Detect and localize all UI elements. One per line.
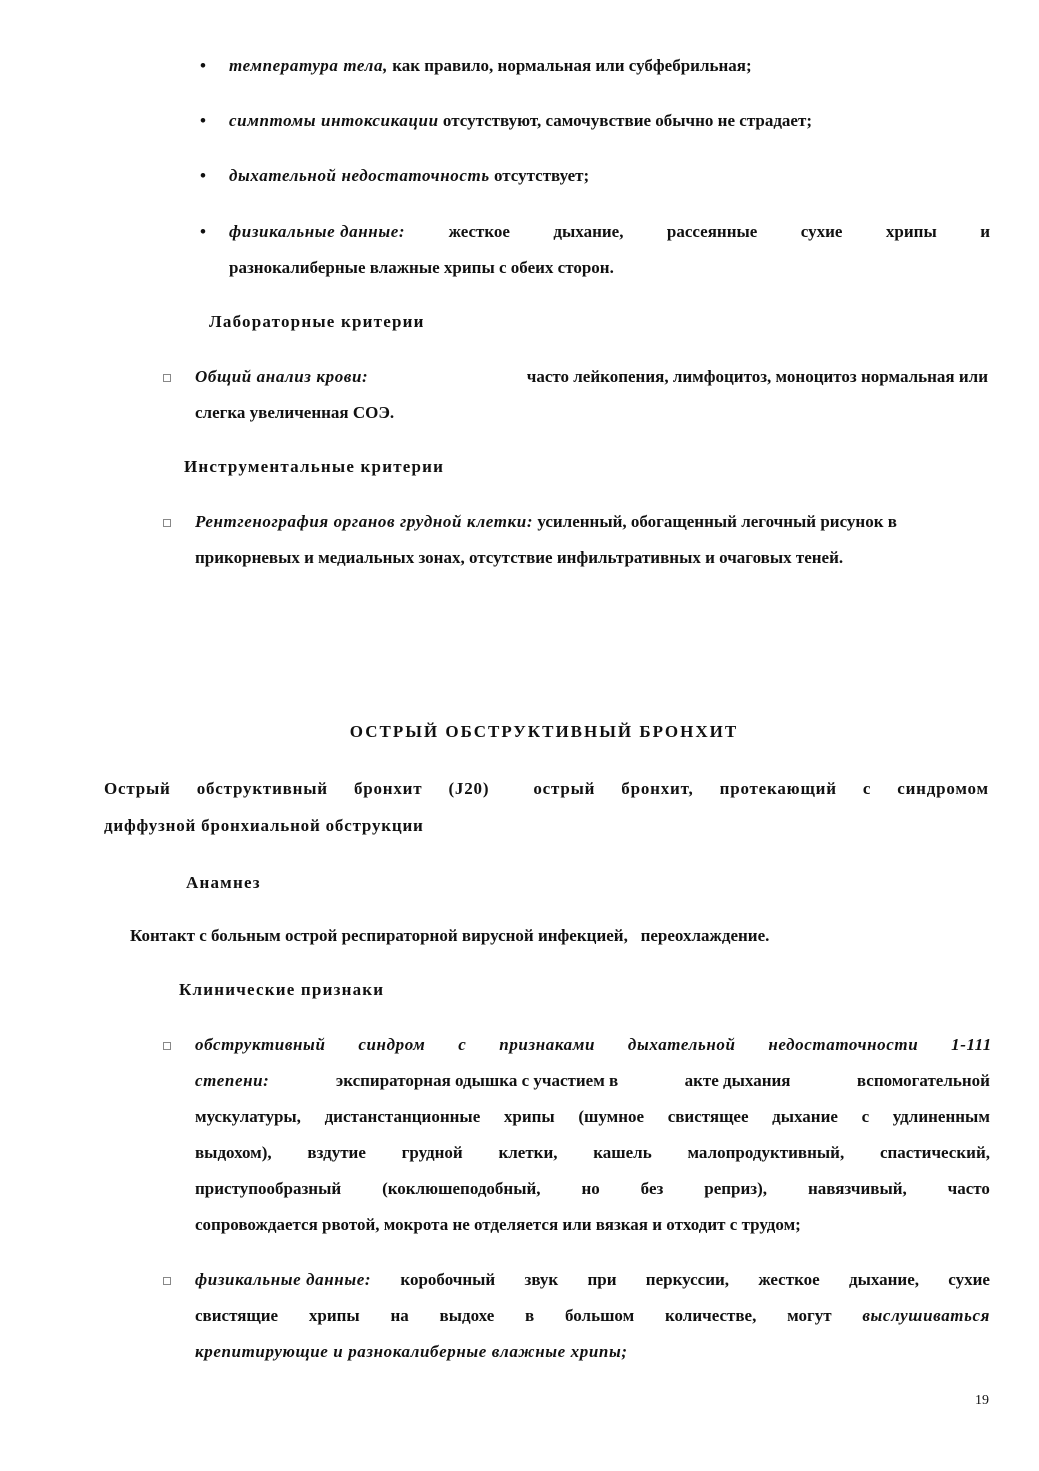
word: дистанстанционные <box>324 1107 481 1126</box>
clinical-item1-line1 <box>195 1034 992 1056</box>
word: выдохе <box>439 1306 495 1325</box>
word: дыхание, <box>848 1270 920 1289</box>
word: мускулатуры, <box>195 1107 301 1126</box>
word: 1-111 <box>951 1035 992 1054</box>
clinical-item1-line4 <box>195 1142 990 1164</box>
word: синдромом <box>897 779 989 798</box>
word: выдохом), <box>195 1143 272 1162</box>
bullet-text: отсутствуют, самочувствие обычно не страдает; <box>438 111 812 130</box>
word: сухие <box>948 1270 990 1289</box>
word: рассеянные <box>666 222 758 241</box>
word: свистящие <box>195 1306 279 1325</box>
word: на <box>390 1306 409 1325</box>
word: с <box>862 779 872 798</box>
bullet-dot: • <box>200 222 206 241</box>
anamnesis-heading: Анамнез <box>186 873 261 892</box>
word: кашель <box>593 1143 652 1162</box>
lab-item-line2: слегка увеличенная СОЭ. <box>195 403 395 422</box>
word: бронхит, <box>621 779 694 798</box>
word: реприз), <box>704 1179 768 1198</box>
word: обструктивный <box>195 1035 326 1054</box>
word: дыхание, <box>553 222 624 241</box>
word: количестве, <box>664 1306 757 1325</box>
word: спастический, <box>879 1143 990 1162</box>
clinical-item1-line2 <box>195 1070 990 1092</box>
word: звук <box>524 1270 559 1289</box>
italic-term: физикальные данные: <box>229 222 406 241</box>
page-number: 19 <box>975 1393 989 1408</box>
word: перкуссии, <box>645 1270 730 1289</box>
checkbox-bullet-icon <box>163 1042 171 1050</box>
bullet-dot: • <box>200 56 206 75</box>
word: жесткое <box>758 1270 820 1289</box>
clinical-item1-line3 <box>195 1106 990 1128</box>
word: дыхание <box>772 1107 838 1126</box>
bullet-dot: • <box>200 111 206 130</box>
word: вспомогательной <box>856 1071 990 1090</box>
instrumental-criteria-heading: Инструментальные критерии <box>184 457 445 476</box>
word: протекающий <box>719 779 837 798</box>
word: приступообразный <box>195 1179 342 1198</box>
word: бронхит <box>353 779 423 798</box>
word: хрипы <box>503 1107 555 1126</box>
word: хрипы <box>308 1306 360 1325</box>
italic-term: температура тела, <box>229 56 388 75</box>
italic-term: степени: <box>195 1071 270 1090</box>
word: синдром <box>358 1035 426 1054</box>
bullet-text: отсутствует; <box>489 166 590 185</box>
word: но <box>581 1179 600 1198</box>
word: острый <box>533 779 596 798</box>
word: хрипы <box>885 222 937 241</box>
word: большом <box>565 1306 635 1325</box>
clinical-item2-line3: крепитирующие и разнокалиберные влажные хрипы; <box>195 1342 628 1361</box>
bullet-text: как правило, нормальная или субфебрильная; <box>387 56 752 75</box>
word: свистящее <box>667 1107 749 1126</box>
bullet-item-intoxication <box>229 110 812 132</box>
word: Острый <box>104 779 171 798</box>
word: вздутие <box>307 1143 366 1162</box>
word: дыхательной <box>627 1035 736 1054</box>
word: и <box>980 222 990 241</box>
clinical-item2-line1 <box>195 1269 990 1291</box>
bullet-item-respiratory <box>229 165 589 187</box>
italic-term: выслушиваться <box>862 1306 990 1325</box>
instrumental-item-line2: прикорневых и медиальных зонах, отсутствие инфильтративных и очаговых теней. <box>195 548 844 567</box>
lab-item-text: часто лейкопения, лимфоцитоз, моноцитоз нормальная или <box>526 367 988 386</box>
word: (коклюшеподобный, <box>382 1179 541 1198</box>
italic-term: Рентгенография органов грудной клетки: <box>195 512 534 531</box>
word: без <box>640 1179 664 1198</box>
word: клетки, <box>498 1143 558 1162</box>
word: обструктивный <box>196 779 328 798</box>
definition-line2: диффузной бронхиальной обструкции <box>104 816 424 835</box>
lab-criteria-heading: Лабораторные критерии <box>209 312 425 331</box>
word: (шумное <box>578 1107 645 1126</box>
word: навязчивый, <box>807 1179 907 1198</box>
checkbox-bullet-icon <box>163 519 171 527</box>
definition-line1 <box>104 778 989 800</box>
italic-term: симптомы интоксикации <box>229 111 439 130</box>
word: коробочный <box>400 1270 496 1289</box>
word: с <box>861 1107 870 1126</box>
word: признаками <box>499 1035 596 1054</box>
clinical-signs-heading: Клинические признаки <box>179 980 385 999</box>
word: жесткое <box>448 222 510 241</box>
checkbox-bullet-icon <box>163 1277 171 1285</box>
section-title: ОСТРЫЙ ОБСТРУКТИВНЫЙ БРОНХИТ <box>349 722 739 741</box>
word: при <box>587 1270 617 1289</box>
clinical-item1-line5 <box>195 1178 990 1200</box>
word: сухие <box>800 222 843 241</box>
word: (J20) <box>448 779 490 798</box>
bullet-item-physical-line2: разнокалиберные влажные хрипы с обеих сторон. <box>229 258 614 277</box>
word: экспираторная одышка с участием в <box>335 1071 619 1090</box>
word: удлиненным <box>892 1107 990 1126</box>
instrumental-item-line1 <box>195 511 897 533</box>
clinical-item2-line2 <box>195 1305 990 1327</box>
word: могут <box>787 1306 832 1325</box>
bullet-dot: • <box>200 166 206 185</box>
clinical-item1-line6: сопровождается рвотой, мокрота не отделяется или вязкая и отходит с трудом; <box>195 1215 801 1234</box>
bullet-item-temperature <box>229 55 752 77</box>
word: часто <box>947 1179 990 1198</box>
italic-term: дыхательной недостаточность <box>229 166 490 185</box>
word: грудной <box>401 1143 463 1162</box>
lab-item-line1 <box>195 366 988 388</box>
bullet-item-physical-line1 <box>229 221 990 243</box>
anamnesis-text: Контакт с больным острой респираторной вирусной инфекцией, переохлаждение. <box>130 926 770 945</box>
word: акте дыхания <box>684 1071 791 1090</box>
checkbox-bullet-icon <box>163 374 171 382</box>
word: с <box>458 1035 467 1054</box>
word: недостаточности <box>768 1035 919 1054</box>
word: в <box>525 1306 535 1325</box>
italic-term: физикальные данные: <box>195 1270 372 1289</box>
word: малопродуктивный, <box>687 1143 845 1162</box>
instrumental-item-text: усиленный, обогащенный легочный рисунок в <box>533 512 897 531</box>
italic-term: Общий анализ крови: <box>195 367 369 386</box>
